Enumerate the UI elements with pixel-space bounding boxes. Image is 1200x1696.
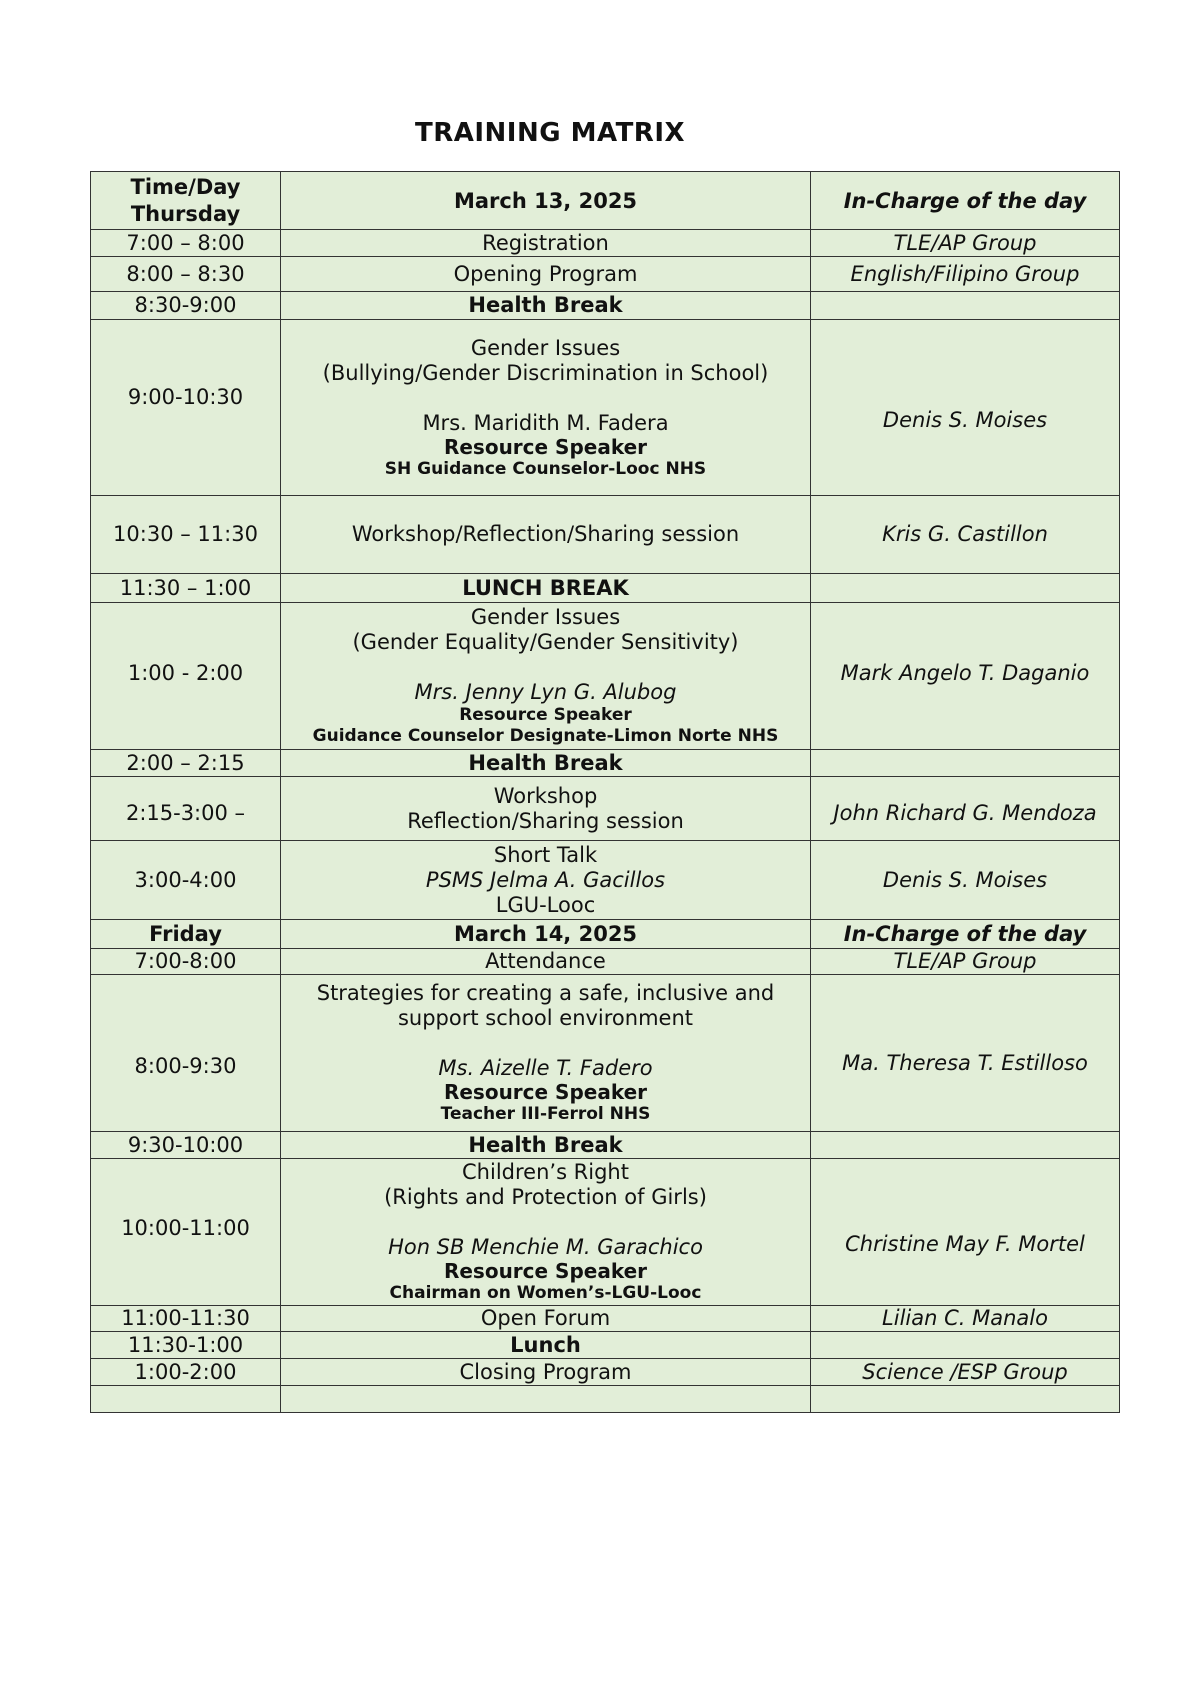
training-matrix-table — [90, 171, 1120, 1413]
in-charge-cell: John Richard G. Mendoza — [811, 777, 1120, 841]
speaker-org: Guidance Counselor Designate-Limon Norte NHS — [312, 726, 779, 746]
table-header-row — [91, 920, 1120, 949]
time-cell: 3:00-4:00 — [91, 841, 281, 920]
time-cell: 10:00-11:00 — [91, 1159, 281, 1306]
empty-cell — [281, 1386, 811, 1413]
table-row — [91, 1306, 1120, 1332]
activity-cell: Attendance — [281, 949, 811, 975]
time-cell: 2:15-3:00 – — [91, 777, 281, 841]
page-title: TRAINING MATRIX — [414, 118, 686, 148]
table-row — [91, 1132, 1120, 1159]
in-charge-cell: Christine May F. Mortel — [811, 1159, 1120, 1306]
in-charge-cell: Science /ESP Group — [811, 1359, 1120, 1386]
in-charge-cell: TLE/AP Group — [811, 230, 1120, 257]
time-cell: 2:00 – 2:15 — [91, 750, 281, 777]
empty-cell — [811, 1386, 1120, 1413]
time-cell: 10:30 – 11:30 — [91, 496, 281, 574]
session-subtopic: support school environment — [397, 1006, 694, 1030]
empty-row — [91, 1386, 1120, 1413]
table-row — [91, 841, 1120, 920]
session-subtopic: (Bullying/Gender Discrimination in School) — [322, 360, 769, 385]
table-row — [91, 496, 1120, 574]
time-cell: 8:00 – 8:30 — [91, 257, 281, 292]
header-day-name: Friday — [91, 920, 281, 949]
in-charge-cell — [811, 1132, 1120, 1159]
in-charge-cell: Mark Angelo T. Daganio — [811, 603, 1120, 750]
activity-cell: Health Break — [281, 1132, 811, 1159]
session-topic: Gender Issues — [470, 605, 621, 629]
activity-cell: Open Forum — [281, 1306, 811, 1332]
in-charge-cell: English/Filipino Group — [811, 257, 1120, 292]
session-cell — [281, 777, 811, 841]
session-topic: Workshop — [493, 783, 598, 808]
time-cell: 9:00-10:30 — [91, 320, 281, 496]
table-row — [91, 949, 1120, 975]
session-cell — [281, 320, 811, 496]
table-row — [91, 603, 1120, 750]
activity-cell: Lunch — [281, 1332, 811, 1359]
session-cell — [281, 1159, 811, 1306]
in-charge-cell — [811, 1332, 1120, 1359]
speaker-role: Resource Speaker — [443, 1259, 648, 1283]
speaker-name: Hon SB Menchie M. Garachico — [388, 1235, 703, 1259]
in-charge-cell — [811, 750, 1120, 777]
in-charge-cell — [811, 292, 1120, 320]
empty-cell — [91, 1386, 281, 1413]
speaker-name: PSMS Jelma A. Gacillos — [425, 867, 666, 892]
speaker-org: Teacher III-Ferrol NHS — [440, 1104, 651, 1124]
speaker-org: Chairman on Women’s-LGU-Looc — [389, 1283, 702, 1303]
in-charge-cell — [811, 574, 1120, 603]
time-cell: 11:30-1:00 — [91, 1332, 281, 1359]
in-charge-cell: TLE/AP Group — [811, 949, 1120, 975]
activity-cell: Closing Program — [281, 1359, 811, 1386]
activity-cell: Opening Program — [281, 257, 811, 292]
time-cell: 8:00-9:30 — [91, 975, 281, 1132]
speaker-org: LGU-Looc — [495, 892, 596, 917]
header-time-day-cell — [91, 172, 281, 230]
time-cell: 9:30-10:00 — [91, 1132, 281, 1159]
in-charge-cell: Ma. Theresa T. Estilloso — [811, 975, 1120, 1132]
session-topic: Short Talk — [493, 842, 598, 867]
in-charge-cell: Kris G. Castillon — [811, 496, 1120, 574]
table-row — [91, 750, 1120, 777]
session-topic: Strategies for creating a safe, inclusive and — [316, 981, 775, 1005]
speaker-name: Ms. Aizelle T. Fadero — [438, 1056, 653, 1080]
table-row — [91, 1359, 1120, 1386]
speaker-role: Resource Speaker — [459, 705, 632, 725]
time-cell: 1:00-2:00 — [91, 1359, 281, 1386]
header-day-name: Thursday — [130, 201, 241, 226]
header-date: March 13, 2025 — [281, 172, 811, 230]
activity-cell: LUNCH BREAK — [281, 574, 811, 603]
speaker-name: Mrs. Jenny Lyn G. Alubog — [414, 680, 677, 704]
speaker-role: Resource Speaker — [443, 1080, 648, 1104]
header-in-charge: In-Charge of the day — [811, 172, 1120, 230]
header-date: March 14, 2025 — [281, 920, 811, 949]
table-row — [91, 292, 1120, 320]
session-topic: Gender Issues — [470, 335, 621, 360]
in-charge-cell: Denis S. Moises — [811, 320, 1120, 496]
activity-cell: Registration — [281, 230, 811, 257]
time-cell: 7:00-8:00 — [91, 949, 281, 975]
session-cell — [281, 841, 811, 920]
activity-cell: Workshop/Reflection/Sharing session — [281, 496, 811, 574]
table-row — [91, 230, 1120, 257]
time-cell: 11:30 – 1:00 — [91, 574, 281, 603]
speaker-org: SH Guidance Counselor-Looc NHS — [384, 458, 707, 479]
time-cell: 11:00-11:30 — [91, 1306, 281, 1332]
speaker-name: Mrs. Maridith M. Fadera — [422, 410, 669, 435]
table-header-row — [91, 172, 1120, 230]
time-cell: 1:00 - 2:00 — [91, 603, 281, 750]
speaker-role: Resource Speaker — [443, 434, 648, 459]
session-topic: Children’s Right — [462, 1160, 629, 1184]
table-row — [91, 574, 1120, 603]
table-row — [91, 320, 1120, 496]
session-cell — [281, 975, 811, 1132]
time-cell: 8:30-9:00 — [91, 292, 281, 320]
session-subtopic: (Gender Equality/Gender Sensitivity) — [352, 630, 739, 654]
table-row — [91, 975, 1120, 1132]
session-subtopic: (Rights and Protection of Girls) — [384, 1185, 707, 1209]
time-cell: 7:00 – 8:00 — [91, 230, 281, 257]
table-row — [91, 257, 1120, 292]
session-subtopic: Reflection/Sharing session — [407, 808, 684, 833]
activity-cell: Health Break — [281, 750, 811, 777]
table-row — [91, 1159, 1120, 1306]
activity-cell: Health Break — [281, 292, 811, 320]
table-row — [91, 777, 1120, 841]
session-cell — [281, 603, 811, 750]
header-time-day: Time/Day — [130, 174, 241, 199]
header-in-charge: In-Charge of the day — [811, 920, 1120, 949]
in-charge-cell: Denis S. Moises — [811, 841, 1120, 920]
in-charge-cell: Lilian C. Manalo — [811, 1306, 1120, 1332]
table-row — [91, 1332, 1120, 1359]
